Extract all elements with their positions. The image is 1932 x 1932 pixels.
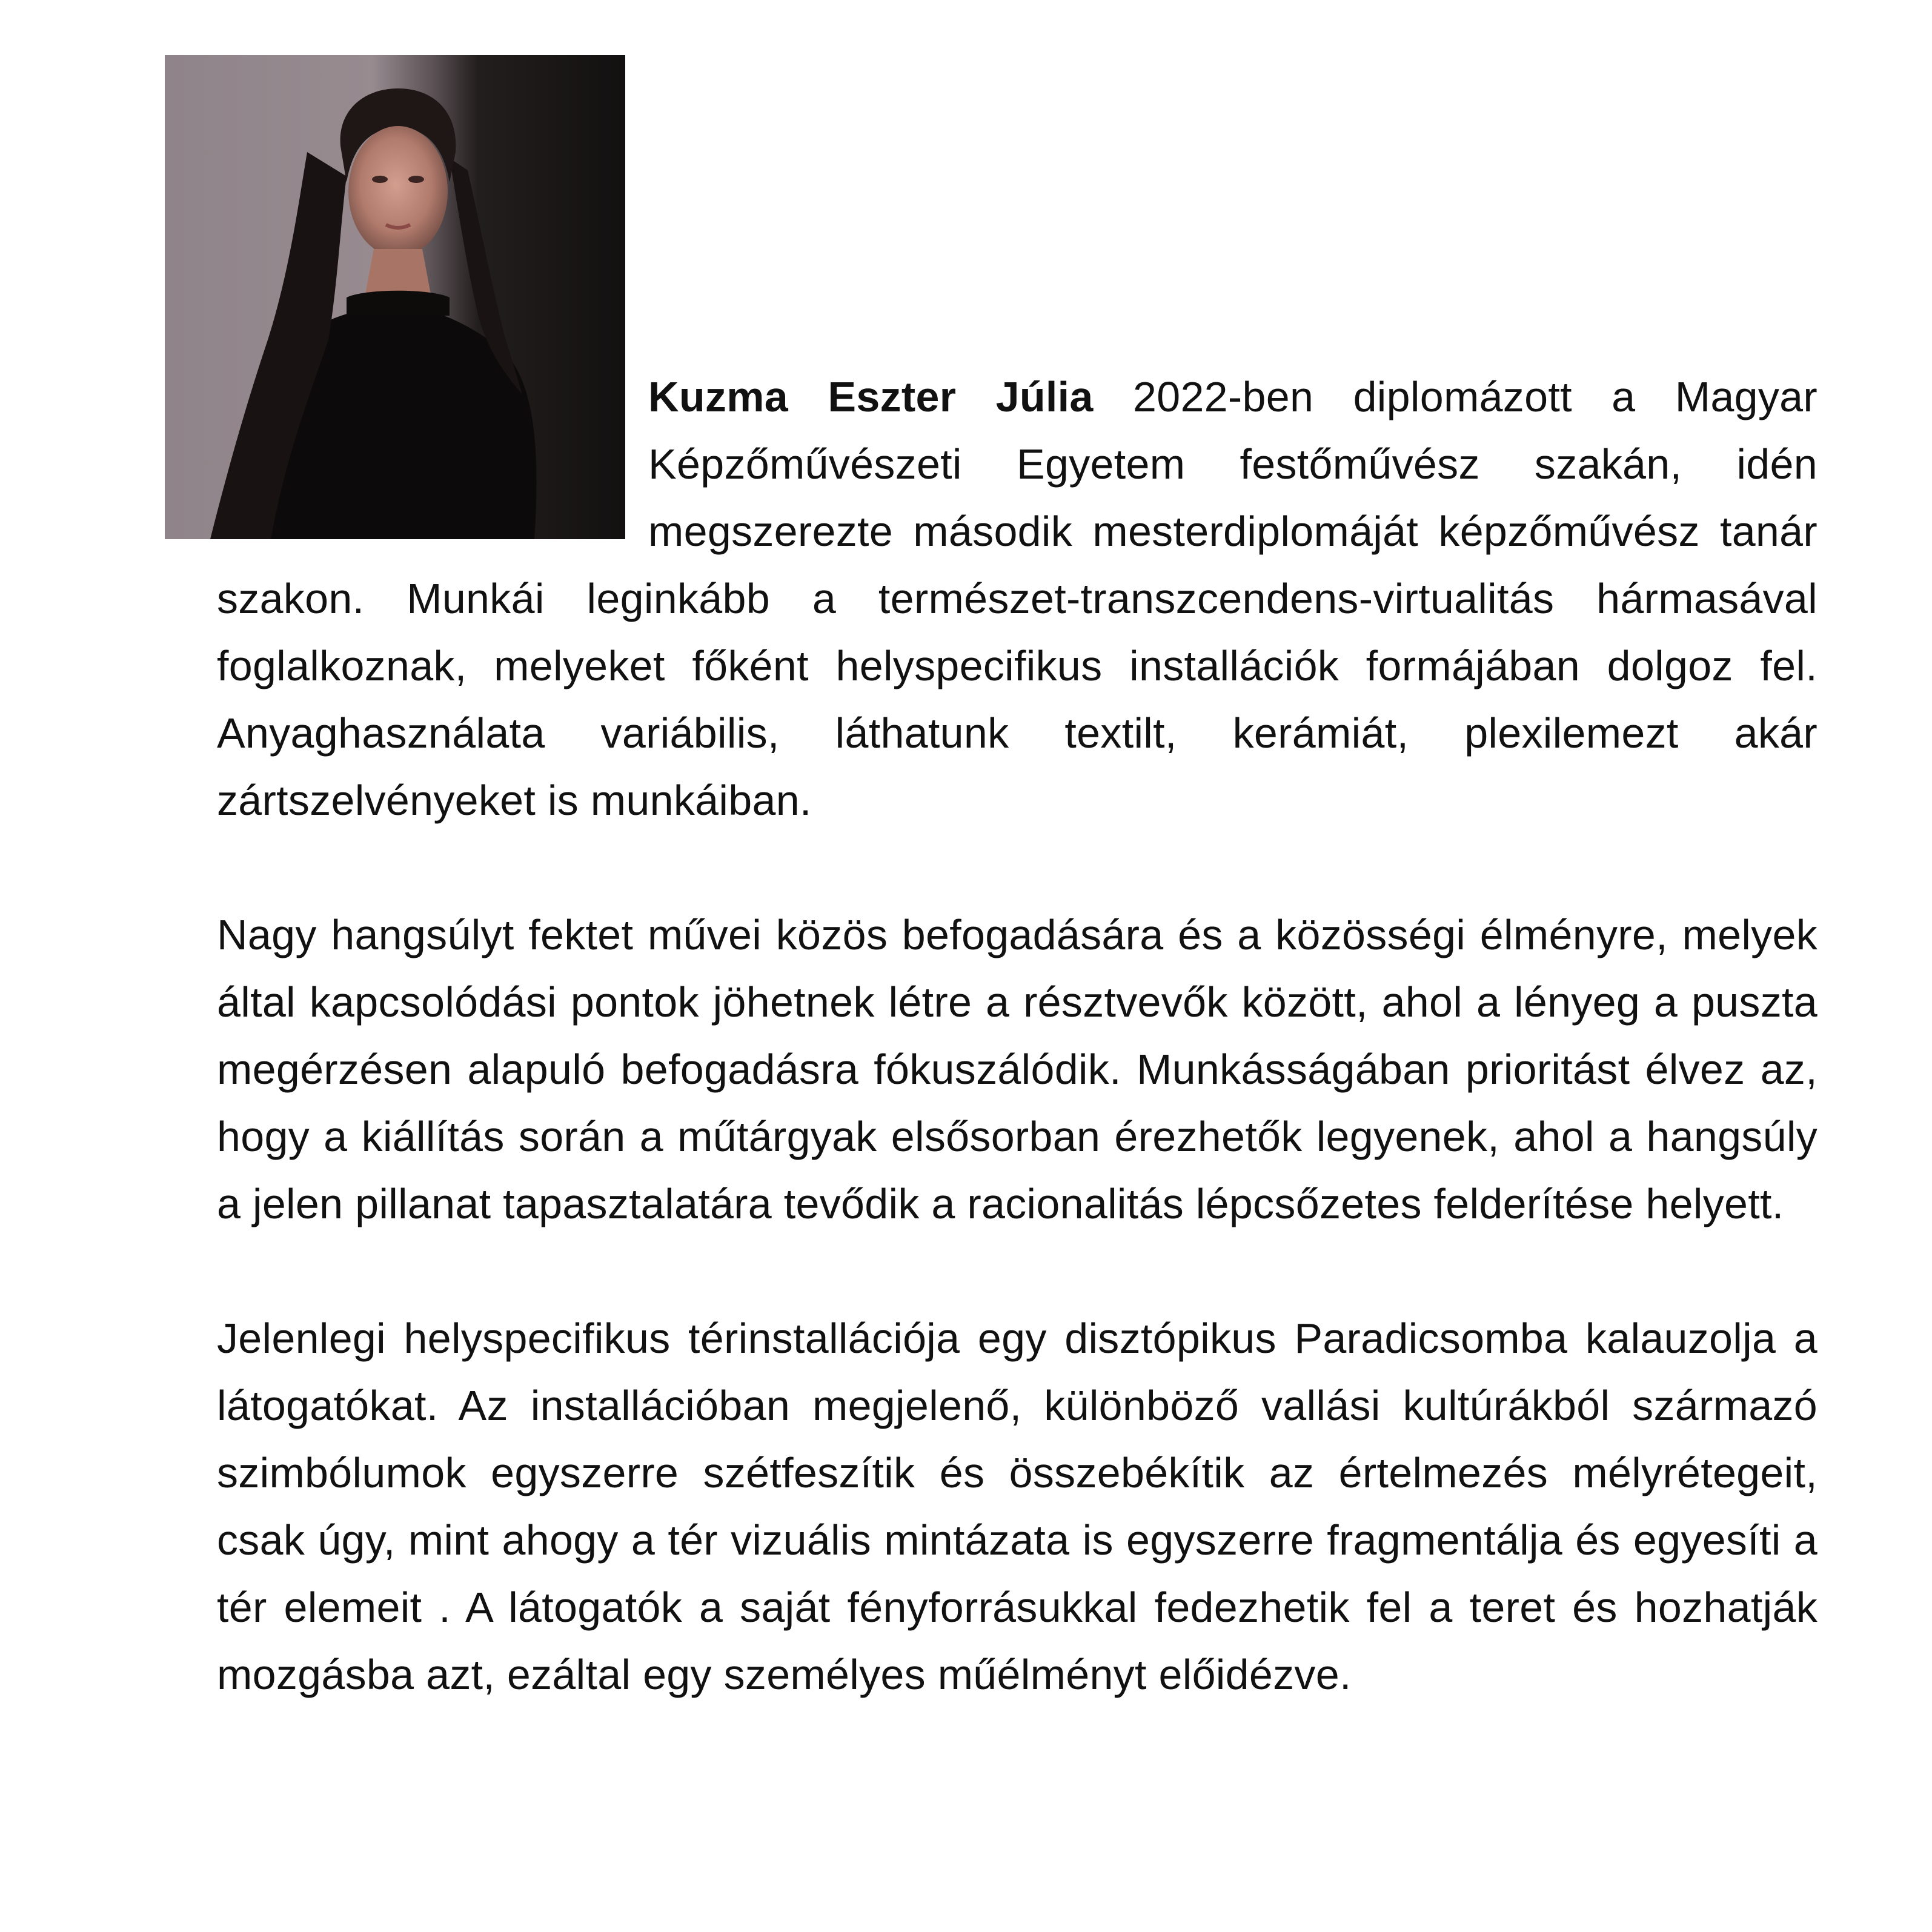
bio-paragraph-3: Jelenlegi helyspecifikus térinstallációja egy disztópikus Paradicsomba kalauzolja a látogatókat. Az installációban megjelenő, különböző vallási kultúrákból származó szimbólumok egyszerre szétfeszítik és összebékítik az értelmezés mélyrétegeit, csak úgy, mint ahogy a tér vizuális mintázata is egyszerre fragmentálja és egyesíti a tér elemeit . A látogatók a saját fényforrásukkal fedezhetik fel a teret és hozhatják mozgásba azt, ezáltal egy személyes műélményt előidézve. [217,1315,1817,1698]
artist-name: Kuzma Eszter Júlia [648,373,1094,420]
bio-intro-text: 2022-ben diplomázott a Magyar Képzőművészeti Egyetem festőművész szakán, idén megszerezte második mesterdiplomáját képzőművész tanár szakon. Munkái leginkább a természet-transzcendens-virtualitás hármasával foglalkoznak, melyeket főként helyspecifikus installációk formájában dolgoz fel. Anyaghasználata variábilis, láthatunk textilt, kerámiát, plexilemezt akár zártszelvényeket is munkáiban. [217,373,1817,824]
bio-paragraph-2: Nagy hangsúlyt fektet művei közös befogadására és a közösségi élményre, melyek által kapcsolódási pontok jöhetnek létre a résztvevők között, ahol a lényeg a puszta megérzésen alapuló befogadásra fókuszálódik. Munkásságában prioritást élvez az, hogy a kiállítás során a műtárgyak elsősorban érezhetők legyenek, ahol a hangsúly a jelen pillanat tapasztalatára tevődik a racionalitás lépcsőzetes felderítése helyett. [217,911,1817,1227]
artist-bio [217,363,1817,1708]
bio-paragraph-intro [217,363,1817,834]
